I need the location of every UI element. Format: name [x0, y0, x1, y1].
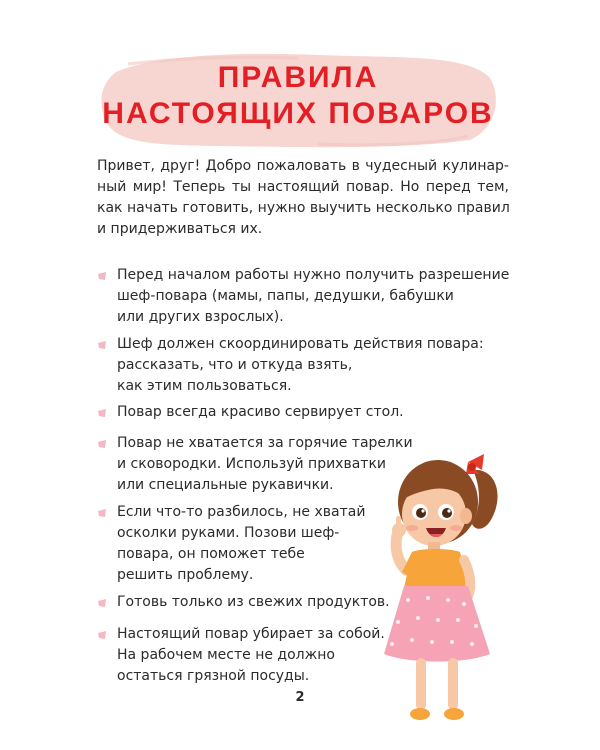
- intro-paragraph: [97, 156, 509, 240]
- bullet-icon: [97, 630, 107, 640]
- rule-line: как этим пользоваться.: [117, 378, 292, 394]
- bullet-icon: [97, 271, 107, 281]
- rule-line: шеф-повара (мамы, папы, дедушки, бабушки: [117, 288, 454, 304]
- rule-line: Если что-то разбилось, не хватай: [117, 504, 366, 520]
- rule-line: повара, он поможет тебе: [117, 546, 305, 562]
- bullet-icon: [97, 408, 107, 418]
- rule-line: остаться грязной посуды.: [117, 668, 310, 684]
- page-number: 2: [295, 690, 305, 705]
- rule-line: осколки руками. Позови шеф-: [117, 525, 340, 541]
- rule-line: или других взрослых).: [117, 309, 284, 325]
- bullet-icon: [97, 439, 107, 449]
- title-line-2: НАСТОЯЩИХ ПОВАРОВ: [102, 97, 494, 130]
- page-title: [98, 60, 498, 132]
- intro-line: как начать готовить, нужно выучить несколько правил: [97, 200, 510, 216]
- rule-line: решить проблему.: [117, 567, 254, 583]
- rule-line: Перед началом работы нужно получить разрешение: [117, 267, 510, 283]
- rule-line: или специальные рукавички.: [117, 477, 334, 493]
- rule-line: На рабочем месте не должно: [117, 647, 335, 663]
- rule-line: Повар не хватается за горячие тарелки: [117, 435, 413, 451]
- rule-line: Готовь только из свежих продуктов.: [117, 594, 390, 610]
- rule-line: Повар всегда красиво сервирует стол.: [117, 404, 404, 420]
- intro-line: ный мир! Теперь ты настоящий повар. Но перед тем,: [97, 179, 509, 195]
- rule-line: Настоящий повар убирает за собой.: [117, 626, 385, 642]
- bullet-icon: [97, 340, 107, 350]
- rule-line: и сковородки. Используй прихватки: [117, 456, 387, 472]
- intro-line: Привет, друг! Добро пожаловать в чудесный кулинар-: [97, 158, 509, 174]
- bullet-icon: [97, 598, 107, 608]
- girl-chef-illustration: [368, 440, 518, 730]
- rule-line: Шеф должен скоординировать действия повара:: [117, 336, 484, 352]
- title-line-1: ПРАВИЛА: [217, 61, 379, 94]
- bullet-icon: [97, 508, 107, 518]
- intro-line: и придерживаться их.: [97, 221, 263, 237]
- rule-line: рассказать, что и откуда взять,: [117, 357, 353, 373]
